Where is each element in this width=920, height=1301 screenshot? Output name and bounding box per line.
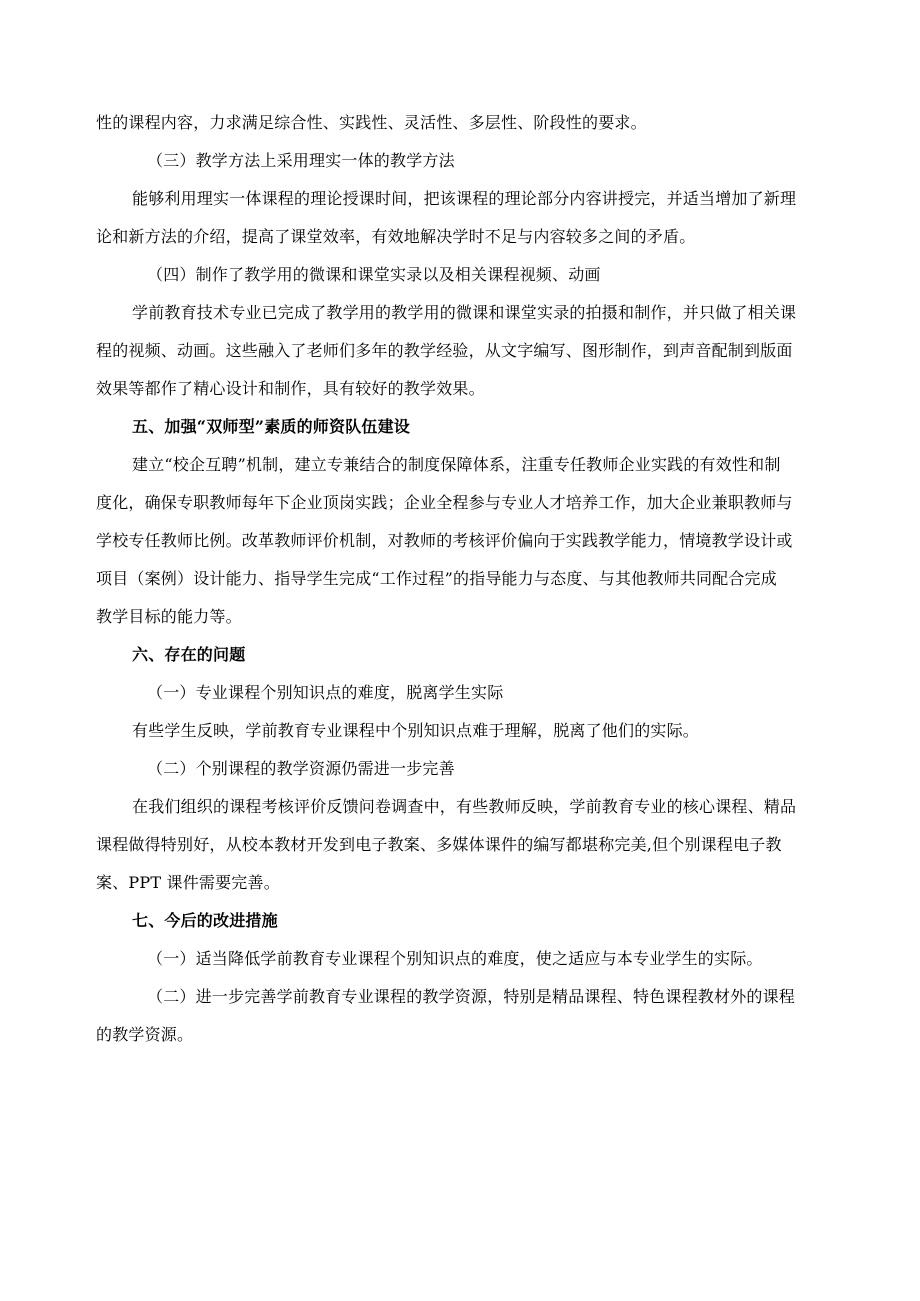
- subsection-heading: （三）教学方法上采用理实一体的教学方法: [147, 151, 455, 170]
- subsection-heading: （一）专业课程个别知识点的难度，脱离学生实际: [147, 683, 504, 702]
- text-line: 的教学资源。: [96, 1025, 194, 1044]
- text-line: 论和新方法的介绍，提高了课堂效率，有效地解决学时不足与内容较多之间的矛盾。: [96, 227, 696, 246]
- text-line: 建立“校企互聘”机制，建立专兼结合的制度保障体系，注重专任教师企业实践的有效性和制: [132, 455, 781, 474]
- text-line: 教学目标的能力等。: [96, 607, 242, 626]
- subsection-heading: （二）个别课程的教学资源仍需进一步完善: [147, 759, 455, 778]
- text-line: 课程做得特别好，从校本教材开发到电子教案、多媒体课件的编写都堪称完美,但个别课程电子教: [96, 835, 782, 854]
- text-line: 学校专任教师比例。改革教师评价机制，对教师的考核评价偏向于实践教学能力，情境教学设计或: [96, 531, 793, 550]
- text-line: 能够利用理实一体课程的理论授课时间，把该课程的理论部分内容讲授完，并适当增加了新理: [132, 189, 797, 208]
- text-line: 程的视频、动画。这些融入了老师们多年的教学经验，从文字编写、图形制作，到声音配制到版面: [96, 341, 793, 360]
- text-line: 性的课程内容，力求满足综合性、实践性、灵活性、多层性、阶段性的要求。: [96, 113, 647, 132]
- section-heading: 七、今后的改进措施: [132, 911, 278, 930]
- text-line: 在我们组织的课程考核评价反馈问卷调查中，有些教师反映，学前教育专业的核心课程、精品: [132, 797, 797, 816]
- subsection-heading: （二）进一步完善学前教育专业课程的教学资源，特别是精品课程、特色课程教材外的课程: [147, 987, 796, 1006]
- section-heading: 六、存在的问题: [132, 645, 246, 664]
- subsection-heading: （一）适当降低学前教育专业课程个别知识点的难度，使之适应与本专业学生的实际。: [147, 949, 763, 968]
- text-line: 度化，确保专职教师每年下企业顶岗实践；企业全程参与专业人才培养工作，加大企业兼职教师与: [96, 493, 793, 512]
- text-line: 项目（案例）设计能力、指导学生完成“工作过程”的指导能力与态度、与其他教师共同配合完成: [96, 569, 777, 588]
- document-body: [96, 104, 824, 1054]
- section-heading: 五、加强“双师型”素质的师资队伍建设: [132, 417, 411, 436]
- text-line: 有些学生反映，学前教育专业课程中个别知识点难于理解，脱离了他们的实际。: [132, 721, 700, 740]
- text-line: 效果等都作了精心设计和制作，具有较好的教学效果。: [96, 379, 485, 398]
- text-line: 学前教育技术专业已完成了教学用的教学用的微课和课堂实录的拍摄和制作，并只做了相关课: [132, 303, 797, 322]
- subsection-heading: （四）制作了教学用的微课和课堂实录以及相关课程视频、动画: [147, 265, 601, 284]
- text-line: 案、PPT 课件需要完善。: [96, 873, 280, 892]
